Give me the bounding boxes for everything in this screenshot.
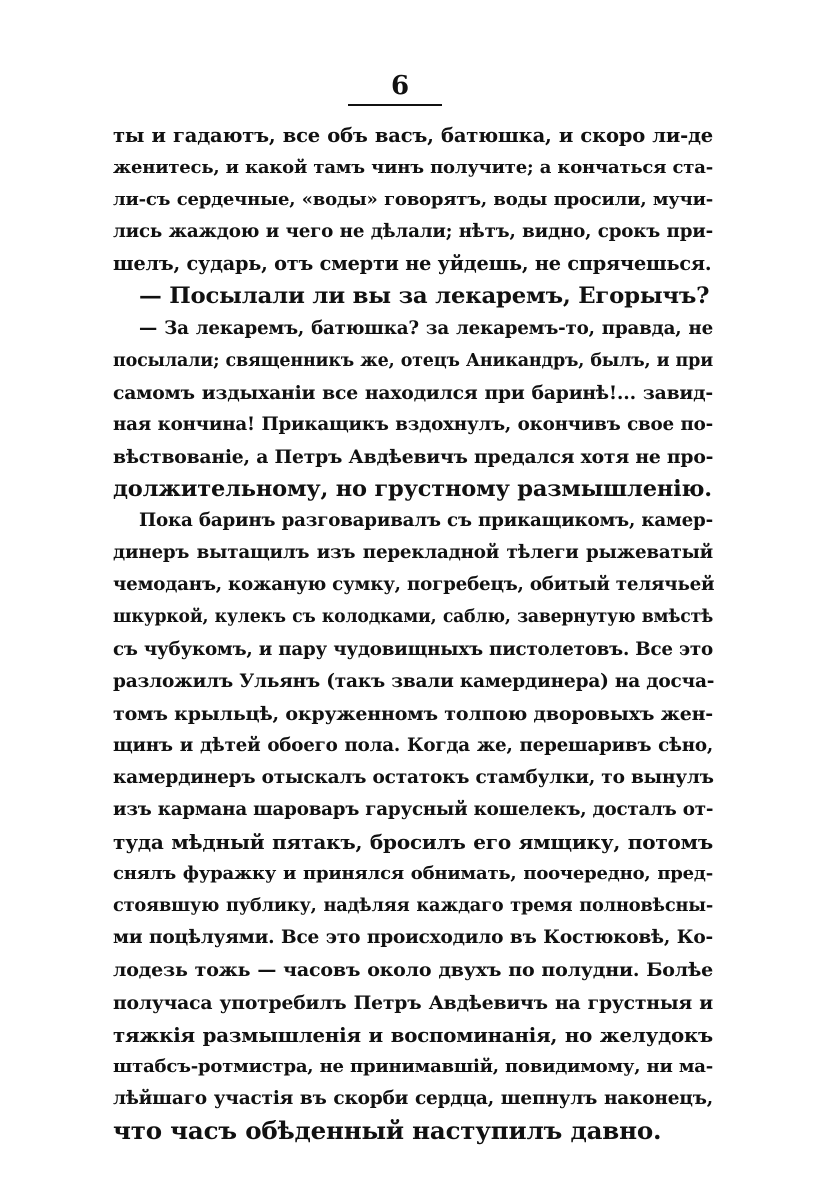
- text-line: ты и гадаютъ, все объ васъ, батюшка, и скоро ли-де: [113, 124, 713, 147]
- text-line: ли-съ сердечные, «воды» говорятъ, воды просили, мучи-: [113, 189, 713, 211]
- body-text: [113, 120, 713, 1147]
- text-line: должительному, но грустному размышленію.: [113, 476, 712, 503]
- text-line: щинъ и дѣтей обоего пола. Когда же, перешаривъ сѣно,: [113, 734, 713, 756]
- text-line: посылали; священникъ же, отецъ Аникандръ, былъ, и при: [113, 350, 713, 371]
- text-line: ная кончина! Прикащикъ вздохнулъ, окончивъ свое по-: [113, 413, 713, 435]
- text-line: съ чубукомъ, и пару чудовищныхъ пистолетовъ. Все это: [113, 638, 713, 660]
- text-line: тяжкія размышленія и воспоминанія, но желудокъ: [113, 1022, 713, 1047]
- text-line: что часъ обѣденный наступилъ давно.: [113, 1115, 662, 1145]
- text-line: самомъ издыханіи все находился при баринѣ!... завид-: [113, 381, 713, 404]
- text-line: динеръ вытащилъ изъ перекладной тѣлеги рыжеватый: [113, 542, 713, 564]
- text-line: — За лекаремъ, батюшка? за лекаремъ-то, правда, не: [139, 317, 713, 339]
- text-line: шелъ, сударь, отъ смерти не уйдешь, не спрячешься.: [113, 252, 712, 276]
- text-line: лодезь тожь — часовъ около двухъ по полудни. Болѣе: [113, 959, 713, 982]
- text-line: получаса употребилъ Петръ Авдѣевичъ на грустныя и: [113, 991, 713, 1014]
- text-line: — Посылали ли вы за лекаремъ, Егорычъ?: [139, 283, 710, 310]
- text-line: камердинеръ отыскалъ остатокъ стамбулки, то вынулъ: [113, 766, 714, 788]
- text-line: томъ крыльцѣ, окруженномъ толпою дворовыхъ жен-: [113, 702, 713, 725]
- text-line: ми поцѣлуями. Все это происходило въ Костюковѣ, Ко-: [113, 927, 713, 949]
- text-line: туда мѣдный пятакъ, бросилъ его ямщику, потомъ: [113, 830, 713, 855]
- text-line: стоявшую публику, надѣляя каждаго тремя полновѣсны-: [113, 895, 713, 917]
- text-line: вѣствованіе, а Петръ Авдѣевичъ предался хотя не про-: [113, 445, 714, 468]
- text-line: лись жаждою и чего не дѣлали; нѣтъ, видно, срокъ при-: [113, 221, 713, 243]
- text-line: изъ кармана шароваръ гарусный кошелекъ, досталъ от-: [113, 798, 714, 820]
- text-line: шкуркой, кулекъ съ колодками, саблю, завернутую вмѣстѣ: [113, 607, 713, 628]
- text-line: штабсъ-ротмистра, не принимавшій, повидимому, ни ма-: [113, 1055, 713, 1077]
- text-line: чемоданъ, кожаную сумку, погребецъ, обитый телячьей: [113, 574, 715, 596]
- text-line: лѣйшаго участія въ скорби сердца, шепнулъ наконецъ,: [113, 1087, 713, 1109]
- page-number: 6: [390, 71, 410, 101]
- text-line: Пока баринъ разговаривалъ съ прикащикомъ, камер-: [139, 510, 713, 532]
- text-line: женитесь, и какой тамъ чинъ получите; а кончаться ста-: [113, 157, 713, 179]
- text-line: разложилъ Ульянъ (такъ звали камердинера) на досча-: [113, 670, 715, 692]
- text-line: снялъ фуражку и принялся обнимать, поочередно, пред-: [113, 863, 713, 885]
- header-rule: [348, 104, 442, 106]
